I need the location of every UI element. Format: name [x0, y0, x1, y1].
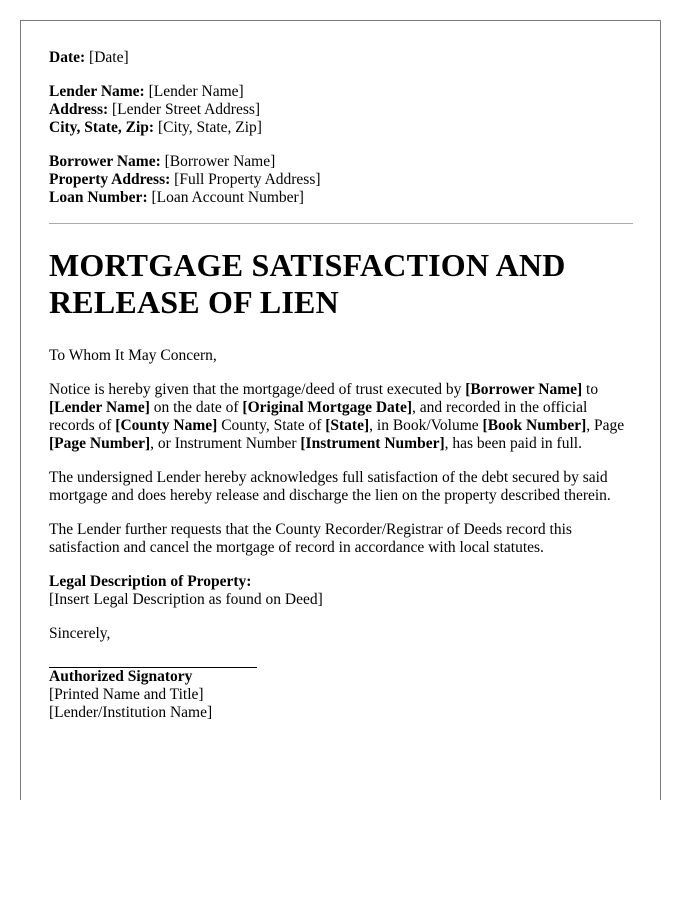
salutation: To Whom It May Concern, [49, 347, 217, 364]
lender-address-line [49, 101, 632, 119]
property-address-value: [Full Property Address] [174, 171, 321, 188]
notice-paragraph [49, 381, 632, 453]
city-label: City, State, Zip: [49, 119, 155, 136]
address-value: [Lender Street Address] [112, 101, 261, 118]
document-page [20, 20, 661, 800]
acknowledgement-paragraph: The undersigned Lender hereby acknowledges full satisfaction of the debt secured by said mortgage and does hereby release and discharge the lien on the property described therein. [49, 469, 611, 504]
title-line-1: MORTGAGE SATISFACTION AND [49, 247, 566, 283]
notice-mortgage-date: [Original Mortgage Date] [242, 399, 413, 416]
notice-text-7: , Page [586, 417, 625, 434]
date-block [49, 49, 632, 67]
institution-name: [Lender/Institution Name] [49, 704, 213, 721]
notice-borrower-name: [Borrower Name] [465, 381, 583, 398]
legal-description-block [49, 573, 632, 609]
notice-text-4: , and recorded in the official records of [49, 399, 588, 434]
signature-block [49, 668, 632, 722]
signatory-title [49, 668, 632, 686]
date-label: Date: [49, 49, 86, 66]
borrower-name-value: [Borrower Name] [164, 153, 276, 170]
notice-text-2: to [582, 381, 599, 398]
loan-number-label: Loan Number: [49, 189, 148, 206]
borrower-name-label: Borrower Name: [49, 153, 161, 170]
document-title [49, 247, 632, 321]
property-address-label: Property Address: [49, 171, 171, 188]
borrower-name-line [49, 153, 632, 171]
notice-state: [State] [325, 417, 370, 434]
city-value: [City, State, Zip] [157, 119, 262, 136]
lender-name-value: [Lender Name] [148, 83, 244, 100]
notice-county-name: [County Name] [115, 417, 218, 434]
printed-name-title: [Printed Name and Title] [49, 686, 204, 703]
notice-text-5: County, State of [217, 417, 326, 434]
legal-description-label [49, 573, 632, 591]
lender-name-label: Lender Name: [49, 83, 145, 100]
address-label: Address: [49, 101, 109, 118]
borrower-block [49, 153, 632, 207]
lender-name-line [49, 83, 632, 101]
notice-instrument-number: [Instrument Number] [300, 435, 445, 452]
notice-text-8: , or Instrument Number [150, 435, 301, 452]
notice-text-9: , has been paid in full. [444, 435, 582, 452]
legal-description-label-text: Legal Description of Property: [49, 573, 252, 590]
loan-number-line [49, 189, 632, 207]
notice-book-number: [Book Number] [482, 417, 587, 434]
date-line [49, 49, 632, 67]
title-line-2: RELEASE OF LIEN [49, 284, 339, 320]
divider [49, 223, 633, 224]
property-address-line [49, 171, 632, 189]
lender-block [49, 83, 632, 137]
notice-text-6: , in Book/Volume [369, 417, 483, 434]
notice-lender-name: [Lender Name] [49, 399, 150, 416]
recording-request-paragraph: The Lender further requests that the County Recorder/Registrar of Deeds record this satisfaction and cancel the mortgage of record in accordance with local statutes. [49, 521, 572, 556]
loan-number-value: [Loan Account Number] [151, 189, 304, 206]
notice-page-number: [Page Number] [49, 435, 151, 452]
legal-description-value: [Insert Legal Description as found on Deed] [49, 591, 323, 608]
notice-text-1: Notice is hereby given that the mortgage/deed of trust executed by [49, 381, 466, 398]
date-value: [Date] [89, 49, 129, 66]
closing: Sincerely, [49, 625, 111, 642]
signatory-title-text: Authorized Signatory [49, 668, 193, 685]
lender-city-line [49, 119, 632, 137]
notice-text-3: on the date of [149, 399, 243, 416]
